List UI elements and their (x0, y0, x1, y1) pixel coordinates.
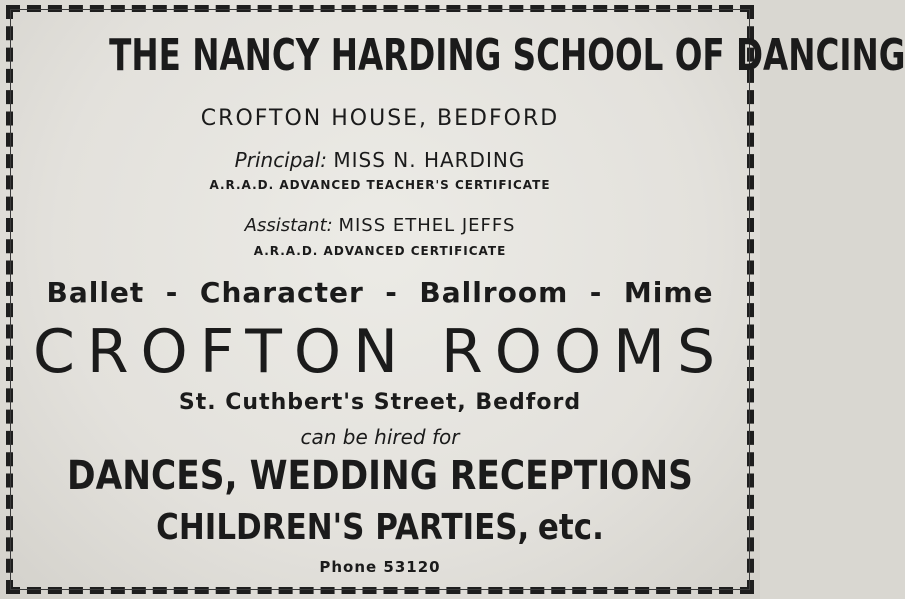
events-etc: etc. (537, 507, 604, 548)
advertisement (14, 14, 905, 586)
events-line-2 (65, 508, 695, 548)
events-line-1: DANCES, WEDDING RECEPTIONS (67, 453, 693, 499)
principal-role: Principal: (234, 148, 327, 172)
venue-street: St. Cuthbert's Street, Bedford (178, 390, 582, 415)
principal-line (14, 148, 746, 172)
principal-certificate: A.R.A.D. ADVANCED TEACHER'S CERTIFICATE (209, 178, 551, 192)
dance-styles: Ballet - Character - Ballroom - Mime (46, 276, 714, 309)
hire-text: can be hired for (300, 425, 460, 449)
assistant-name: MISS ETHEL JEFFS (338, 215, 516, 236)
venue-name: CROFTON ROOMS (32, 317, 728, 387)
assistant-line (14, 215, 746, 236)
phone-number: Phone 53120 (319, 558, 441, 576)
school-address: CROFTON HOUSE, BEDFORD (200, 106, 560, 131)
events-children-parties: CHILDREN'S PARTIES, (156, 507, 530, 548)
school-name: THE NANCY HARDING SCHOOL OF DANCING (109, 30, 905, 81)
assistant-certificate: A.R.A.D. ADVANCED CERTIFICATE (253, 244, 507, 258)
assistant-role: Assistant: (244, 215, 333, 236)
principal-name: MISS N. HARDING (333, 148, 526, 172)
